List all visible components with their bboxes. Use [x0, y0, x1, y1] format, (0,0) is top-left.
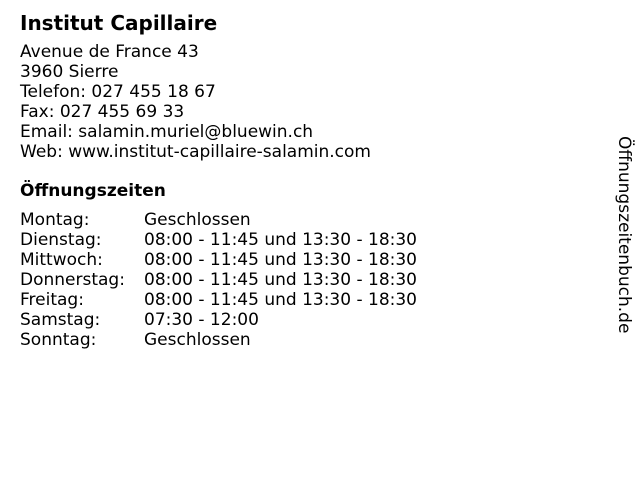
hours-row-tuesday	[20, 230, 580, 250]
email-address: Email: salamin.muriel@bluewin.ch	[20, 122, 314, 142]
website-url: Web: www.institut-capillaire-salamin.com	[20, 142, 371, 162]
hours-row-friday	[20, 290, 580, 310]
hours-value: 08:00 - 11:45 und 13:30 - 18:30	[144, 230, 417, 250]
opening-hours-table	[20, 210, 580, 350]
day-label: Sonntag:	[20, 330, 97, 350]
day-label: Freitag:	[20, 290, 84, 310]
day-label: Dienstag:	[20, 230, 102, 250]
hours-value: Geschlossen	[144, 330, 251, 350]
hours-row-monday	[20, 210, 580, 230]
day-label: Mittwoch:	[20, 250, 103, 270]
fax-number: Fax: 027 455 69 33	[20, 102, 185, 122]
hours-row-thursday	[20, 270, 580, 290]
hours-value: Geschlossen	[144, 210, 251, 230]
address-city: 3960 Sierre	[20, 62, 119, 82]
opening-hours-title: Öffnungszeiten	[20, 181, 166, 201]
business-card	[20, 10, 580, 350]
address-street: Avenue de France 43	[20, 42, 199, 62]
day-label: Montag:	[20, 210, 90, 230]
day-label: Samstag:	[20, 310, 101, 330]
phone-number: Telefon: 027 455 18 67	[20, 82, 216, 102]
hours-row-sunday	[20, 330, 580, 350]
site-watermark: Öffnungszeitenbuch.de	[614, 136, 634, 334]
hours-value: 07:30 - 12:00	[144, 310, 259, 330]
hours-row-saturday	[20, 310, 580, 330]
hours-value: 08:00 - 11:45 und 13:30 - 18:30	[144, 250, 417, 270]
day-label: Donnerstag:	[20, 270, 125, 290]
business-name: Institut Capillaire	[20, 11, 218, 35]
hours-value: 08:00 - 11:45 und 13:30 - 18:30	[144, 270, 417, 290]
hours-value: 08:00 - 11:45 und 13:30 - 18:30	[144, 290, 417, 310]
watermark-container	[612, 136, 636, 336]
hours-row-wednesday	[20, 250, 580, 270]
